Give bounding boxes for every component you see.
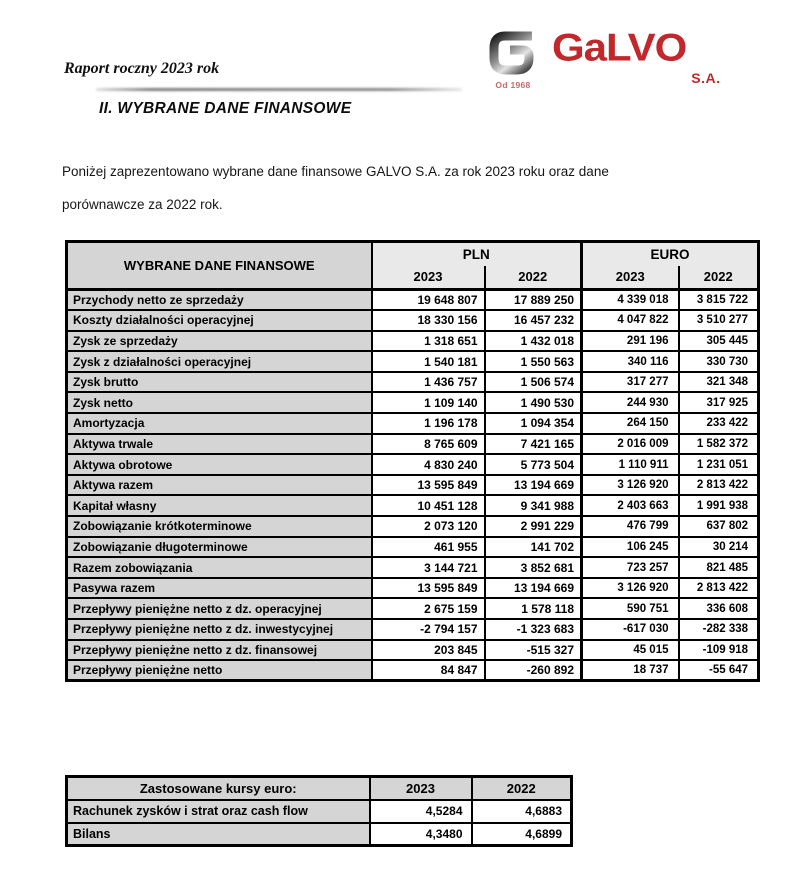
value-cell: 461 955 — [372, 537, 485, 558]
value-cell: 476 799 — [582, 516, 679, 537]
report-title: Raport roczny 2023 rok — [64, 60, 220, 77]
table-row — [67, 351, 759, 372]
value-cell: 264 150 — [582, 413, 679, 434]
pln-group-header: PLN — [372, 242, 582, 266]
value-cell: 1 231 051 — [679, 454, 759, 475]
row-label: Przychody netto ze sprzedaży — [67, 290, 372, 311]
value-cell: 244 930 — [582, 392, 679, 413]
value-cell: 233 422 — [679, 413, 759, 434]
value-cell: 10 451 128 — [372, 495, 485, 516]
financial-data-table — [65, 240, 760, 682]
value-cell: 16 457 232 — [485, 310, 582, 331]
value-cell: 340 116 — [582, 351, 679, 372]
value-cell: 317 277 — [582, 372, 679, 393]
row-label: Zobowiązanie krótkoterminowe — [67, 516, 372, 537]
table-row — [67, 640, 759, 661]
value-cell: 291 196 — [582, 331, 679, 352]
rates-row-label: Rachunek zysków i strat oraz cash flow — [67, 800, 370, 823]
value-cell: 1 110 911 — [582, 454, 679, 475]
rates-row — [67, 823, 572, 846]
galvo-logo — [484, 27, 720, 90]
row-label: Amortyzacja — [67, 413, 372, 434]
value-cell: 1 582 372 — [679, 434, 759, 455]
value-cell: 590 751 — [582, 598, 679, 619]
row-label: Koszty działalności operacyjnej — [67, 310, 372, 331]
value-cell: 4 047 822 — [582, 310, 679, 331]
value-cell: 317 925 — [679, 392, 759, 413]
value-cell: 203 845 — [372, 640, 485, 661]
year-header-euro-2023: 2023 — [582, 266, 679, 290]
logo-wordmark: GaLVO — [552, 25, 687, 69]
logo-suffix: S.A. — [691, 70, 721, 86]
table-row — [67, 310, 759, 331]
intro-line-2: porównawcze za 2022 rok. — [62, 197, 223, 212]
logo-tagline: Od 1968 — [495, 80, 531, 90]
value-cell: 1 506 574 — [485, 372, 582, 393]
value-cell: -617 030 — [582, 619, 679, 640]
value-cell: -282 338 — [679, 619, 759, 640]
value-cell: 2 813 422 — [679, 578, 759, 599]
value-cell: -55 647 — [679, 660, 759, 681]
value-cell: 7 421 165 — [485, 434, 582, 455]
table-row — [67, 578, 759, 599]
g-spiral-logo-icon — [484, 27, 542, 79]
value-cell: 8 765 609 — [372, 434, 485, 455]
value-cell: 18 330 156 — [372, 310, 485, 331]
rates-header-row — [67, 777, 572, 800]
table-row — [67, 372, 759, 393]
value-cell: 106 245 — [582, 537, 679, 558]
value-cell: 1 578 118 — [485, 598, 582, 619]
value-cell: 723 257 — [582, 557, 679, 578]
value-cell: 321 348 — [679, 372, 759, 393]
euro-group-header: EURO — [582, 242, 759, 266]
value-cell: 9 341 988 — [485, 495, 582, 516]
rates-title-cell: Zastosowane kursy euro: — [67, 777, 370, 800]
value-cell: 3 144 721 — [372, 557, 485, 578]
value-cell: 141 702 — [485, 537, 582, 558]
row-label: Aktywa razem — [67, 475, 372, 496]
rates-year-2023: 2023 — [370, 777, 472, 800]
row-label: Zysk brutto — [67, 372, 372, 393]
row-label: Zysk netto — [67, 392, 372, 413]
table-row — [67, 537, 759, 558]
table-row — [67, 290, 759, 311]
table-row — [67, 598, 759, 619]
logo-mark-wrap — [484, 27, 542, 90]
value-cell: 13 194 669 — [485, 578, 582, 599]
table-row — [67, 454, 759, 475]
value-cell: 2 675 159 — [372, 598, 485, 619]
row-label: Przepływy pieniężne netto z dz. inwestycyjnej — [67, 619, 372, 640]
value-cell: 3 126 920 — [582, 475, 679, 496]
value-cell: 1 094 354 — [485, 413, 582, 434]
table-row — [67, 475, 759, 496]
row-label: Zobowiązanie długoterminowe — [67, 537, 372, 558]
value-cell: 84 847 — [372, 660, 485, 681]
value-cell: 2 016 009 — [582, 434, 679, 455]
group-header-row — [67, 242, 759, 266]
value-cell: 17 889 250 — [485, 290, 582, 311]
value-cell: 13 595 849 — [372, 475, 485, 496]
scan-artifact-line — [96, 88, 462, 91]
row-label: Zysk z działalności operacyjnej — [67, 351, 372, 372]
value-cell: 2 813 422 — [679, 475, 759, 496]
value-cell: 3 815 722 — [679, 290, 759, 311]
value-cell: 1 318 651 — [372, 331, 485, 352]
value-cell: -109 918 — [679, 640, 759, 661]
value-cell: 3 852 681 — [485, 557, 582, 578]
intro-paragraph — [62, 155, 762, 221]
row-label: Przepływy pieniężne netto — [67, 660, 372, 681]
value-cell: 1 550 563 — [485, 351, 582, 372]
table-row — [67, 660, 759, 681]
year-header-pln-2022: 2022 — [485, 266, 582, 290]
value-cell: 45 015 — [582, 640, 679, 661]
value-cell: 305 445 — [679, 331, 759, 352]
value-cell: 4 339 018 — [582, 290, 679, 311]
row-label: Przepływy pieniężne netto z dz. operacyjnej — [67, 598, 372, 619]
value-cell: 13 194 669 — [485, 475, 582, 496]
value-cell: 1 436 757 — [372, 372, 485, 393]
value-cell: 13 595 849 — [372, 578, 485, 599]
year-header-pln-2023: 2023 — [372, 266, 485, 290]
euro-rates-table — [65, 775, 573, 847]
rates-value-cell: 4,3480 — [370, 823, 472, 846]
row-label: Zysk ze sprzedaży — [67, 331, 372, 352]
value-cell: 5 773 504 — [485, 454, 582, 475]
value-cell: 637 802 — [679, 516, 759, 537]
value-cell: 1 196 178 — [372, 413, 485, 434]
table-title-cell: WYBRANE DANE FINANSOWE — [67, 242, 372, 290]
value-cell: 3 126 920 — [582, 578, 679, 599]
value-cell: 18 737 — [582, 660, 679, 681]
table-row — [67, 392, 759, 413]
value-cell: 1 432 018 — [485, 331, 582, 352]
row-label: Pasywa razem — [67, 578, 372, 599]
rates-year-2022: 2022 — [472, 777, 572, 800]
value-cell: -2 794 157 — [372, 619, 485, 640]
table-row — [67, 331, 759, 352]
value-cell: 1 490 530 — [485, 392, 582, 413]
intro-line-1: Poniżej zaprezentowano wybrane dane finansowe GALVO S.A. za rok 2023 roku oraz dane — [62, 164, 609, 179]
row-label: Aktywa obrotowe — [67, 454, 372, 475]
row-label: Kapitał własny — [67, 495, 372, 516]
table-row — [67, 495, 759, 516]
value-cell: -260 892 — [485, 660, 582, 681]
value-cell: 330 730 — [679, 351, 759, 372]
rates-row-label: Bilans — [67, 823, 370, 846]
value-cell: 821 485 — [679, 557, 759, 578]
value-cell: -1 323 683 — [485, 619, 582, 640]
value-cell: 2 073 120 — [372, 516, 485, 537]
value-cell: 19 648 807 — [372, 290, 485, 311]
value-cell: 1 991 938 — [679, 495, 759, 516]
table-row — [67, 413, 759, 434]
value-cell: 336 608 — [679, 598, 759, 619]
value-cell: 2 403 663 — [582, 495, 679, 516]
value-cell: 30 214 — [679, 537, 759, 558]
section-title: II. WYBRANE DANE FINANSOWE — [99, 100, 352, 117]
table-row — [67, 516, 759, 537]
row-label: Razem zobowiązania — [67, 557, 372, 578]
value-cell: 1 540 181 — [372, 351, 485, 372]
rates-row — [67, 800, 572, 823]
table-row — [67, 434, 759, 455]
table-row — [67, 557, 759, 578]
rates-value-cell: 4,6883 — [472, 800, 572, 823]
table-row — [67, 619, 759, 640]
year-header-euro-2022: 2022 — [679, 266, 759, 290]
row-label: Przepływy pieniężne netto z dz. finansowej — [67, 640, 372, 661]
value-cell: 3 510 277 — [679, 310, 759, 331]
value-cell: 1 109 140 — [372, 392, 485, 413]
value-cell: -515 327 — [485, 640, 582, 661]
value-cell: 4 830 240 — [372, 454, 485, 475]
rates-value-cell: 4,6899 — [472, 823, 572, 846]
value-cell: 2 991 229 — [485, 516, 582, 537]
rates-value-cell: 4,5284 — [370, 800, 472, 823]
row-label: Aktywa trwale — [67, 434, 372, 455]
